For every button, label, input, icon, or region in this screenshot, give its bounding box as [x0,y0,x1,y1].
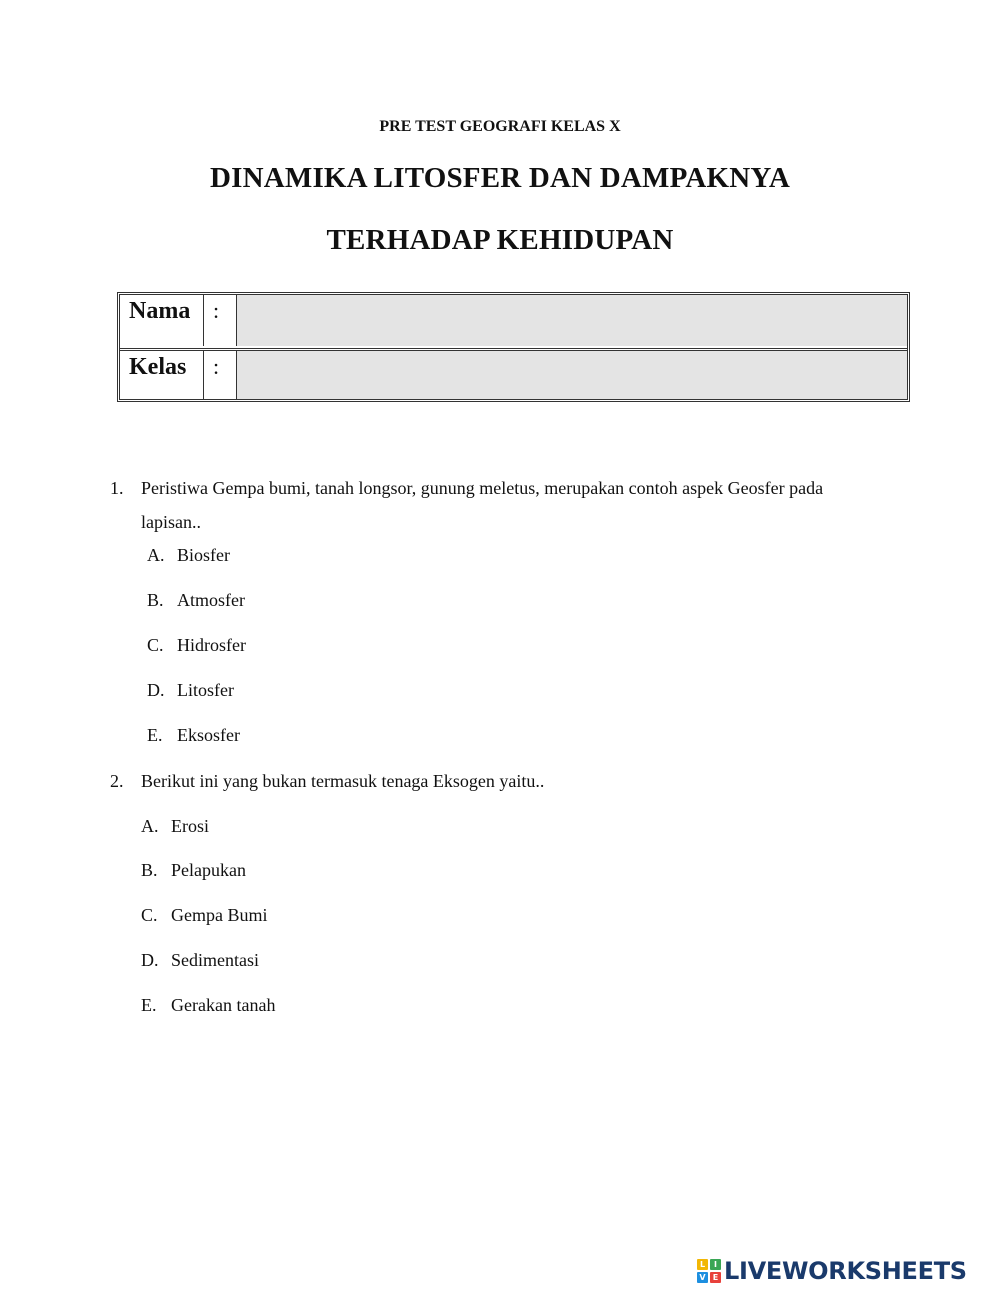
question-number: 2. [110,771,124,791]
identity-table [117,292,910,402]
logo-text: LIVEWORKSHEETS [724,1257,967,1285]
logo-block-v: V [697,1272,708,1283]
option-2e[interactable] [141,993,275,1017]
option-letter: D. [141,950,159,970]
logo-block-l: L [697,1259,708,1270]
class-label: Kelas [120,351,204,399]
liveworksheets-logo-icon [697,1259,721,1283]
option-2d[interactable] [141,948,259,972]
option-1d[interactable] [147,678,234,702]
name-input[interactable] [237,295,907,346]
question-text: Berikut ini yang bukan termasuk tenaga Eksogen yaitu.. [141,771,545,791]
question-number: 1. [110,478,124,498]
option-2c[interactable] [141,903,268,927]
option-2a[interactable] [141,814,209,838]
page-title-line1: DINAMIKA LITOSFER DAN DAMPAKNYA [209,162,791,194]
option-text: Gerakan tanah [171,995,276,1015]
option-1a[interactable] [147,543,230,567]
option-1b[interactable] [147,588,245,612]
option-letter: A. [147,545,165,565]
option-text: Gempa Bumi [171,905,268,925]
class-colon: : [204,351,237,399]
liveworksheets-logo[interactable] [697,1257,967,1285]
pretitle: PRE TEST GEOGRAFI KELAS X [379,118,621,135]
name-label: Nama [120,295,204,346]
name-row [120,295,907,346]
option-letter: A. [141,816,159,836]
option-letter: B. [141,860,158,880]
name-colon: : [204,295,237,346]
option-text: Eksosfer [177,725,240,745]
class-input[interactable] [237,351,907,399]
option-letter: E. [141,995,157,1015]
option-text: Sedimentasi [171,950,259,970]
logo-block-i: I [710,1259,721,1270]
question-1 [110,471,870,539]
page-title-line2: TERHADAP KEHIDUPAN [326,224,674,256]
question-text: Peristiwa Gempa bumi, tanah longsor, gunung meletus, merupakan contoh aspek Geosfer pada lapisan.. [141,478,824,532]
option-text: Atmosfer [177,590,245,610]
option-2b[interactable] [141,858,246,882]
option-letter: E. [147,725,163,745]
option-text: Hidrosfer [177,635,246,655]
logo-block-e: E [710,1272,721,1283]
option-text: Biosfer [177,545,230,565]
option-text: Erosi [171,816,209,836]
option-text: Litosfer [177,680,234,700]
option-text: Pelapukan [171,860,246,880]
option-1c[interactable] [147,633,246,657]
question-2 [110,764,870,798]
option-letter: D. [147,680,165,700]
option-1e[interactable] [147,723,240,747]
class-row [120,348,907,399]
option-letter: B. [147,590,164,610]
option-letter: C. [141,905,158,925]
option-letter: C. [147,635,164,655]
